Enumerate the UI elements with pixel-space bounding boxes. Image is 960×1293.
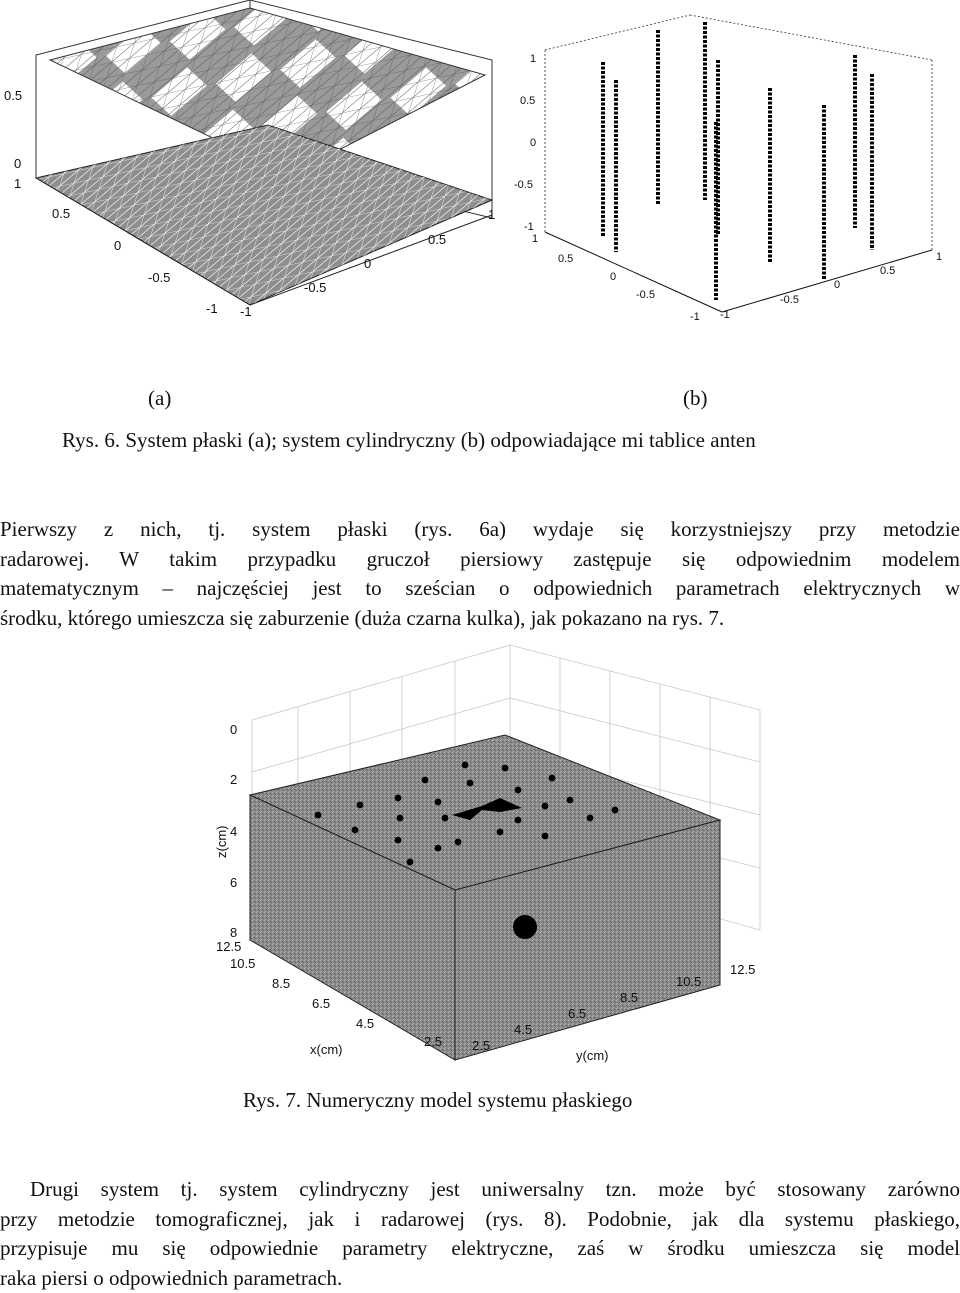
z-tick-label: 4 [230,824,237,839]
y-tick-label: -0.5 [304,280,326,295]
x-tick-label: 2.5 [424,1034,442,1049]
x-tick-label: 6.5 [312,996,330,1011]
text-line: przy metodzie tomograficznej, jak i radarowej (rys. 8). Podobnie, jak dla systemu płaskiego, [0,1205,960,1235]
x-tick-label: 10.5 [230,956,255,971]
text-line: raka piersi o odpowiednich parametrach. [0,1264,960,1293]
z-tick-label: 6 [230,875,237,890]
z-tick-label: 1 [14,176,21,191]
x-tick-label: 0 [114,238,121,253]
z-tick-label: 0 [230,722,237,737]
y-tick-label: 1 [488,207,495,222]
text-line: przypisuje mu się odpowiednie parametry elektryczne, zaś w środku umieszcza się model [0,1234,960,1264]
y-tick-label: 6.5 [568,1006,586,1021]
x-tick-label: -0.5 [636,289,655,301]
y-tick-label: 8.5 [620,990,638,1005]
z-tick-label: 0.5 [520,95,535,107]
y-tick-label: 0.5 [880,265,895,277]
text-line: środku, którego umieszcza się zaburzenie (duża czarna kulka), jak pokazano na rys. 7. [0,604,960,634]
figure-7-caption: Rys. 7. Numeryczny model systemu płaskiego [243,1088,632,1113]
x-tick-label: -1 [206,301,218,316]
text-line: Pierwszy z nich, tj. system płaski (rys. 6a) wydaje się korzystniejszy przy metodzie [0,515,960,545]
text-line: Drugi system tj. system cylindryczny jest uniwersalny tzn. może być stosowany zarówno [0,1175,960,1205]
z-axis-label: z(cm) [214,826,229,859]
y-tick-label: 0.5 [428,232,446,247]
figure-6-caption: Rys. 6. System płaski (a); system cylindryczny (b) odpowiadające mi tablice anten [62,428,756,453]
y-axis-label: y(cm) [576,1048,609,1063]
panel-a-label: (a) [148,386,171,411]
x-axis-label: x(cm) [310,1042,343,1057]
x-tick-label: 0 [610,271,616,283]
x-tick-label: -0.5 [148,270,170,285]
y-tick-label: 12.5 [730,962,755,977]
z-tick-label: -1 [524,221,534,233]
y-tick-label: 4.5 [514,1022,532,1037]
body-paragraph-1 [0,515,960,633]
antenna-rods [603,22,872,300]
tumor-sphere [513,915,537,939]
figure-7-numerical-model-plot [200,640,765,1080]
x-tick-label: 8.5 [272,976,290,991]
x-tick-label: 0.5 [558,253,573,265]
z-tick-label: 0.5 [4,88,22,103]
y-tick-label: 2.5 [472,1038,490,1053]
y-tick-label: 10.5 [676,974,701,989]
y-tick-label: -1 [240,304,252,319]
y-tick-label: 0 [834,279,840,291]
x-tick-label: 0.5 [52,206,70,221]
x-tick-label: 1 [532,233,538,245]
figure-6b-cylindrical-array-plot [500,0,960,330]
text-line: radarowej. W takim przypadku gruczoł piersiowy zastępuje się odpowiednim modelem [0,545,960,575]
z-tick-label: 1 [530,53,536,65]
z-tick-label: 0 [14,156,21,171]
x-tick-label: 12.5 [216,939,241,954]
text-line: matematycznym – najczęściej jest to sześcian o odpowiednich parametrach elektrycznych w [0,574,960,604]
y-tick-label: -1 [720,309,730,321]
panel-b-label: (b) [683,386,708,411]
z-tick-label: 2 [230,772,237,787]
y-tick-label: 1 [936,251,942,263]
x-tick-label: -1 [690,311,700,323]
y-tick-label: 0 [364,256,371,271]
figure-6a-planar-array-plot [0,0,500,330]
z-tick-label: 0 [530,137,536,149]
z-tick-label: 8 [230,925,237,940]
body-paragraph-2 [0,1175,960,1293]
y-tick-label: -0.5 [780,294,799,306]
x-tick-label: 4.5 [356,1016,374,1031]
z-tick-label: -0.5 [514,179,533,191]
